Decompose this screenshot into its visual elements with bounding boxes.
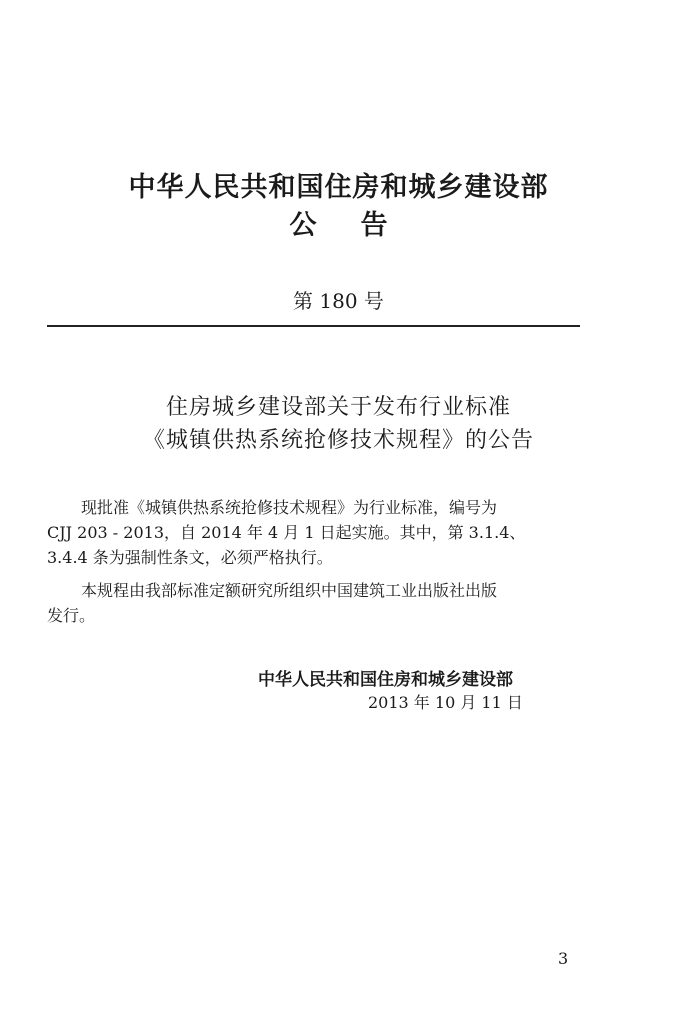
body-paragraph-2 bbox=[47, 578, 580, 628]
paragraph-line: CJJ 203 - 2013，自 2014 年 4 月 1 日起实施。其中，第 3.1.4、 bbox=[47, 523, 526, 542]
announcement-title-line-1: 住房城乡建设部关于发布行业标准 bbox=[165, 395, 511, 420]
announcement-number: 第 180 号 bbox=[293, 289, 384, 313]
page-number: 3 bbox=[558, 949, 569, 968]
announcement-heading: 公告 bbox=[289, 210, 432, 241]
paragraph-line: 3.4.4 条为强制性条文，必须严格执行。 bbox=[47, 548, 333, 567]
ministry-name: 中华人民共和国住房和城乡建设部 bbox=[128, 172, 549, 203]
header-divider bbox=[47, 325, 580, 327]
signature-organization: 中华人民共和国住房和城乡建设部 bbox=[258, 670, 513, 690]
paragraph-line: 发行。 bbox=[47, 606, 96, 625]
paragraph-line: 现批准《城镇供热系统抢修技术规程》为行业标准，编号为 bbox=[81, 498, 498, 517]
paragraph-line: 本规程由我部标准定额研究所组织中国建筑工业出版社出版 bbox=[81, 581, 498, 600]
announcement-title-line-2: 《城镇供热系统抢修技术规程》的公告 bbox=[142, 428, 534, 453]
body-paragraph-1 bbox=[47, 495, 580, 570]
signature-date: 2013 年 10 月 11 日 bbox=[368, 693, 523, 712]
